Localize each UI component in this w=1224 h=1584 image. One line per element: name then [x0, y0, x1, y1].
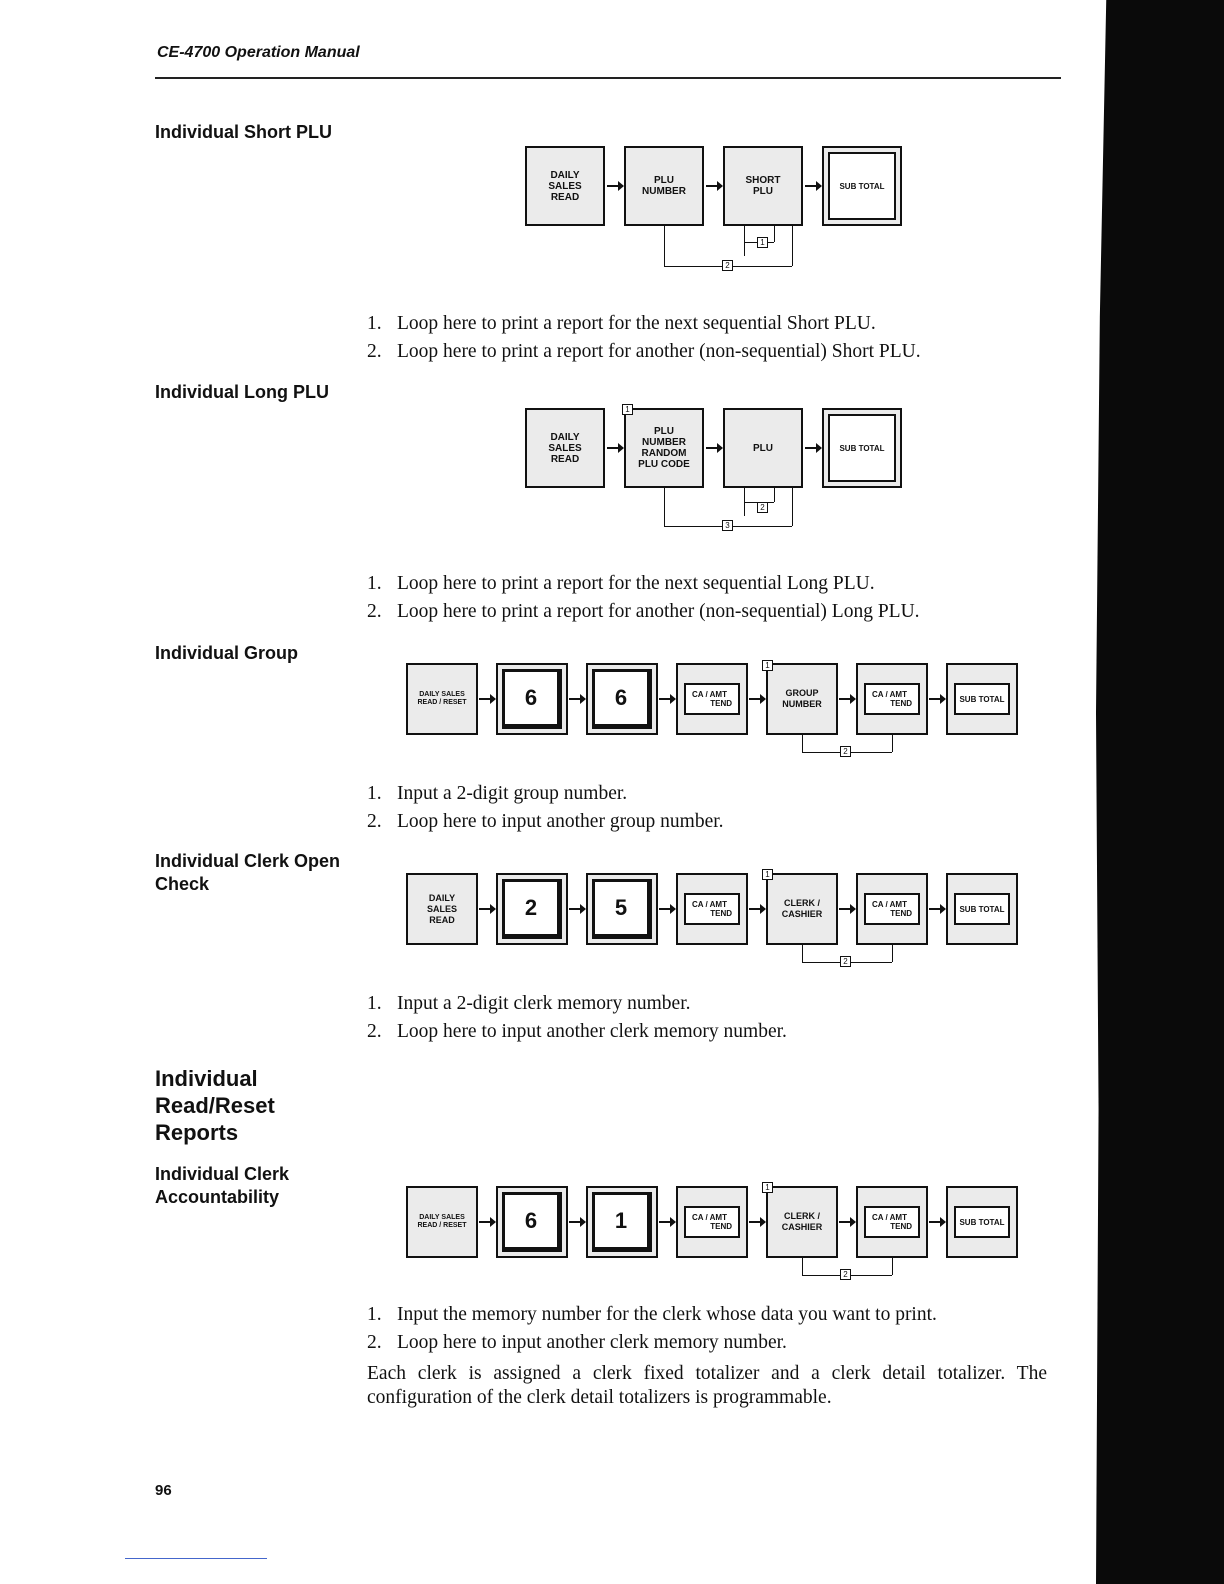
flow-arrow — [839, 908, 855, 910]
section-label-group: Individual Group — [155, 643, 298, 663]
loop-marker: 1 — [762, 660, 773, 671]
flow-arrow — [569, 698, 585, 700]
label-line: Check — [155, 874, 210, 894]
subtotal-key — [822, 146, 902, 226]
key-text: SHORT — [745, 175, 781, 186]
flow-arrow — [929, 698, 945, 700]
ca-amt-tend-key — [856, 873, 928, 945]
page-header-title: CE-4700 Operation Manual — [157, 44, 360, 61]
item-number: 2. — [367, 1331, 382, 1353]
key-text: PLU — [654, 426, 674, 437]
item-number: 2. — [367, 810, 382, 832]
plu-number-key — [624, 146, 704, 226]
loop-line — [892, 945, 893, 962]
section-heading-read-reset-reports — [155, 1065, 275, 1146]
list-item — [367, 310, 921, 338]
loop-line — [664, 226, 665, 266]
numeric-key-6 — [496, 663, 568, 735]
loop-marker: 1 — [622, 404, 633, 415]
key-text: READ / RESET — [417, 1222, 467, 1229]
flow-arrow — [607, 185, 623, 187]
key-text: CA / AMT — [692, 1213, 727, 1222]
item-text: Input a 2-digit group number. — [397, 783, 628, 804]
item-number: 2. — [367, 340, 382, 362]
key-text: SUB TOTAL — [839, 443, 885, 453]
key-text: PLU — [654, 175, 674, 186]
flow-arrow — [569, 908, 585, 910]
item-number: 1. — [367, 573, 382, 594]
ca-amt-tend-key — [856, 663, 928, 735]
key-text: CASHIER — [781, 909, 823, 919]
loop-line — [792, 488, 793, 526]
loop-marker: 2 — [840, 1269, 851, 1280]
key-text: READ / RESET — [417, 699, 467, 706]
footer-rule — [125, 1558, 267, 1559]
loop-line — [802, 1258, 803, 1275]
key-text: DAILY SALES — [419, 691, 465, 698]
numeric-key-6 — [496, 1186, 568, 1258]
heading-line: Individual — [155, 1066, 258, 1091]
key-text: SALES — [548, 180, 582, 192]
header-rule — [155, 77, 1061, 79]
item-number: 2. — [367, 600, 382, 622]
daily-sales-read-key — [406, 873, 478, 945]
item-text: Loop here to print a report for the next sequential Short PLU. — [397, 313, 876, 334]
clerk-cashier-key — [766, 873, 838, 945]
key-text: CLERK / — [784, 1211, 820, 1221]
loop-marker: 1 — [757, 237, 768, 248]
flow-arrow — [706, 447, 722, 449]
key-text: 6 — [524, 1208, 538, 1233]
key-text: CA / AMT — [692, 690, 727, 699]
key-text: GROUP — [785, 688, 819, 698]
numeric-key-1 — [586, 1186, 658, 1258]
subtotal-key — [822, 408, 902, 488]
loop-marker: 2 — [840, 746, 851, 757]
short-plu-notes — [367, 310, 921, 365]
flow-arrow — [929, 1221, 945, 1223]
key-text: SUB TOTAL — [959, 904, 1005, 914]
label-line: Individual Clerk — [155, 1164, 290, 1184]
heading-line: Read/Reset — [155, 1093, 275, 1118]
item-number: 1. — [367, 783, 382, 804]
loop-line — [892, 735, 893, 752]
key-text: READ — [550, 453, 580, 465]
plu-number-random-code-key — [624, 408, 704, 488]
key-text: SUB TOTAL — [839, 181, 885, 191]
list-item — [367, 1329, 937, 1357]
key-text: TEND — [710, 699, 732, 708]
flow-arrow — [805, 185, 821, 187]
ca-amt-tend-key — [676, 873, 748, 945]
key-text: TEND — [890, 909, 912, 918]
section-label-clerk-accountability — [155, 1163, 289, 1209]
list-item — [367, 808, 724, 836]
clerk-open-check-notes — [367, 990, 787, 1045]
flow-arrow — [659, 908, 675, 910]
numeric-key-5 — [586, 873, 658, 945]
key-text: DAILY — [428, 892, 456, 903]
section-label-clerk-open-check — [155, 850, 340, 896]
key-text: DAILY SALES — [419, 1214, 465, 1221]
flow-arrow — [479, 698, 495, 700]
clerk-accountability-notes — [367, 1301, 937, 1356]
loop-marker: 1 — [762, 869, 773, 880]
item-number: 1. — [367, 1304, 382, 1325]
loop-line — [892, 1258, 893, 1275]
key-text: DAILY — [550, 169, 580, 181]
key-text: NUMBER — [642, 186, 686, 197]
page-number: 96 — [155, 1482, 172, 1499]
loop-marker: 2 — [757, 502, 768, 513]
item-number: 2. — [367, 1020, 382, 1042]
item-text: Loop here to print a report for another (non-sequential) Long PLU. — [397, 600, 920, 622]
flow-arrow — [607, 447, 623, 449]
loop-line — [774, 226, 775, 242]
flow-arrow — [659, 1221, 675, 1223]
key-text: TEND — [710, 1222, 732, 1231]
key-text: READ — [429, 914, 455, 925]
flow-arrow — [706, 185, 722, 187]
key-text: 2 — [524, 895, 538, 920]
daily-sales-read-key — [525, 146, 605, 226]
flow-arrow — [479, 908, 495, 910]
list-item — [367, 1018, 787, 1046]
clerk-cashier-key — [766, 1186, 838, 1258]
item-number: 1. — [367, 993, 382, 1014]
loop-line — [744, 226, 745, 256]
flow-arrow — [659, 698, 675, 700]
key-text: DAILY — [550, 431, 580, 443]
loop-line — [774, 488, 775, 502]
key-text: TEND — [890, 699, 912, 708]
loop-line — [792, 226, 793, 266]
clerk-totalizer-paragraph: Each clerk is assigned a clerk fixed totalizer and a clerk detail totalizer. The configuration of the clerk detail totalizers is programmable. — [367, 1363, 1047, 1408]
daily-sales-read-reset-key — [406, 1186, 478, 1258]
key-text: PLU — [753, 186, 773, 197]
daily-sales-read-reset-key — [406, 663, 478, 735]
loop-marker: 3 — [722, 520, 733, 531]
item-text: Input the memory number for the clerk whose data you want to print. — [397, 1304, 937, 1325]
key-text: CA / AMT — [872, 1213, 907, 1222]
flow-arrow — [805, 447, 821, 449]
list-item — [367, 780, 724, 808]
subtotal-key — [946, 663, 1018, 735]
key-text: CA / AMT — [872, 690, 907, 699]
key-text: PLU — [753, 442, 773, 454]
short-plu-key — [723, 146, 803, 226]
loop-line — [802, 945, 803, 962]
numeric-key-6 — [586, 663, 658, 735]
loop-line — [664, 488, 665, 526]
ca-amt-tend-key — [676, 1186, 748, 1258]
flow-arrow — [929, 908, 945, 910]
section-label-short-plu: Individual Short PLU — [155, 122, 333, 142]
key-text: SALES — [548, 442, 582, 454]
key-text: CA / AMT — [872, 900, 907, 909]
long-plu-notes — [367, 570, 920, 625]
key-text: 6 — [614, 685, 628, 710]
key-text: 6 — [524, 685, 538, 710]
key-text: SUB TOTAL — [959, 694, 1005, 704]
plu-key — [723, 408, 803, 488]
list-item — [367, 570, 920, 598]
flow-arrow — [749, 1221, 765, 1223]
subtotal-key — [946, 873, 1018, 945]
numeric-key-2 — [496, 873, 568, 945]
item-text: Input a 2-digit clerk memory number. — [397, 993, 691, 1014]
flow-arrow — [749, 908, 765, 910]
key-text: SUB TOTAL — [959, 1217, 1005, 1227]
item-text: Loop here to input another clerk memory number. — [397, 1020, 787, 1042]
item-number: 1. — [367, 313, 382, 334]
item-text: Loop here to input another group number. — [397, 810, 724, 832]
key-text: RANDOM — [641, 448, 687, 459]
flow-arrow — [839, 1221, 855, 1223]
ca-amt-tend-key — [856, 1186, 928, 1258]
list-item — [367, 990, 787, 1018]
key-text: NUMBER — [642, 437, 686, 448]
key-text: 1 — [614, 1208, 628, 1233]
ca-amt-tend-key — [676, 663, 748, 735]
subtotal-key — [946, 1186, 1018, 1258]
flow-arrow — [569, 1221, 585, 1223]
label-line: Individual Clerk Open — [155, 851, 341, 871]
key-text: CA / AMT — [692, 900, 727, 909]
group-number-key — [766, 663, 838, 735]
item-text: Loop here to print a report for the next sequential Long PLU. — [397, 573, 875, 594]
loop-line — [802, 735, 803, 752]
group-notes — [367, 780, 724, 835]
key-text: TEND — [890, 1222, 912, 1231]
flow-arrow — [749, 698, 765, 700]
key-text: PLU CODE — [638, 459, 690, 470]
key-text: CASHIER — [781, 1222, 823, 1232]
loop-marker: 2 — [722, 260, 733, 271]
list-item — [367, 1301, 937, 1329]
daily-sales-read-key — [525, 408, 605, 488]
key-text: NUMBER — [782, 699, 822, 709]
flow-arrow — [479, 1221, 495, 1223]
key-text: 5 — [614, 895, 628, 920]
key-text: READ — [550, 191, 580, 203]
key-text: TEND — [710, 909, 732, 918]
key-text: SALES — [426, 903, 457, 914]
item-text: Loop here to print a report for another (non-sequential) Short PLU. — [397, 340, 921, 362]
item-text: Loop here to input another clerk memory number. — [397, 1331, 787, 1353]
flow-arrow — [839, 698, 855, 700]
loop-marker: 1 — [762, 1182, 773, 1193]
list-item — [367, 338, 921, 366]
key-text: CLERK / — [784, 898, 820, 908]
loop-marker: 2 — [840, 956, 851, 967]
section-label-long-plu: Individual Long PLU — [155, 382, 329, 402]
scan-edge-shadow — [1096, 0, 1224, 1584]
heading-line: Reports — [155, 1120, 239, 1145]
list-item — [367, 598, 920, 626]
label-line: Accountability — [155, 1187, 280, 1207]
